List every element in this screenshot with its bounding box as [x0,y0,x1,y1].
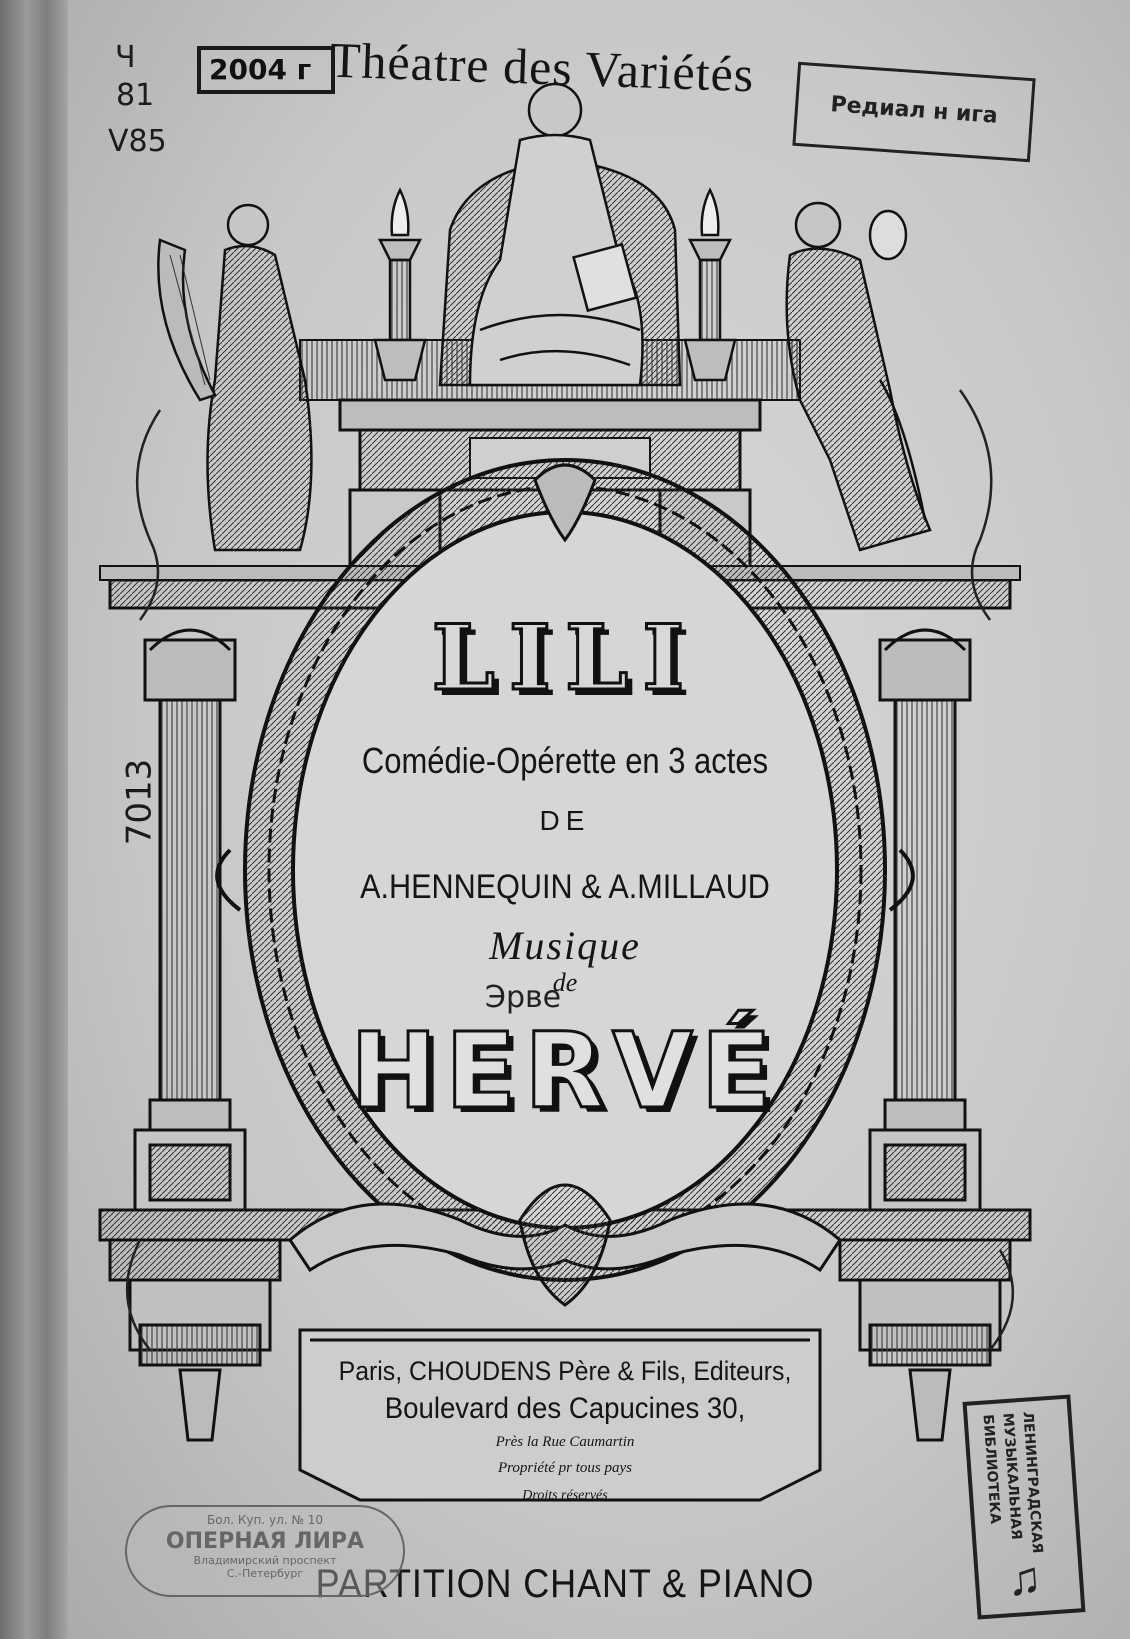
shop-stamp-line1: Бол. Куп. ул. № 10 [207,1513,323,1527]
shop-stamp-line4: С.-Петербург [226,1567,304,1580]
side-number: 7013 [119,758,160,846]
mask-muse-figure [787,203,930,550]
shop-stamp [125,1505,405,1597]
by-label: DE [539,805,591,836]
ribbon-ornament [290,1185,840,1305]
edition-label: PARTITION CHANT & PIANO [315,1562,815,1606]
shop-stamp-line3: Владимирский проспект [193,1554,337,1567]
publisher-street-note: Près la Rue Caumartin [495,1434,635,1450]
shelf-mark-1: Ч [115,40,136,75]
music-by-label: de [552,968,578,997]
publisher-line: Paris, CHOUDENS Père & Fils, Editeurs, [338,1356,792,1386]
librettists: A.HENNEQUIN & A.MILLAUD [360,868,770,906]
shelf-mark-2: 81 [116,78,155,113]
library-stamp [963,1394,1086,1619]
publisher-reserved: Droits réservés [522,1488,608,1503]
inventory-stamp: 2004 г [197,46,335,94]
department-stamp: Редиал н ига [792,62,1035,162]
library-stamp-text: ЛЕНИНГРАДСКАЯ МУЗЫКАЛЬНАЯ БИБЛИОТЕКА [979,1410,1046,1554]
publisher-address: Boulevard des Capucines 30, [384,1392,746,1425]
torch-left [375,190,425,380]
handwritten-composer: Эрве [485,980,562,1015]
seated-muse-figure [440,84,680,385]
shop-stamp-name: ОПЕРНАЯ ЛИРА [165,1529,365,1554]
harp-muse-figure [158,205,311,550]
opera-title: LILI [431,605,699,711]
composer-name: HERVÉ [350,1010,780,1132]
torch-right [685,190,735,380]
shelf-mark-3: V85 [108,124,167,159]
theatre-name: Théatre des Variétés [329,31,756,103]
publisher-rights: Propriété pr tous pays [497,1460,633,1476]
genre-subtitle: Comédie-Opérette en 3 actes [361,740,769,781]
lyre-icon: ♫ [1005,1552,1044,1606]
music-label: Musique [489,923,641,968]
